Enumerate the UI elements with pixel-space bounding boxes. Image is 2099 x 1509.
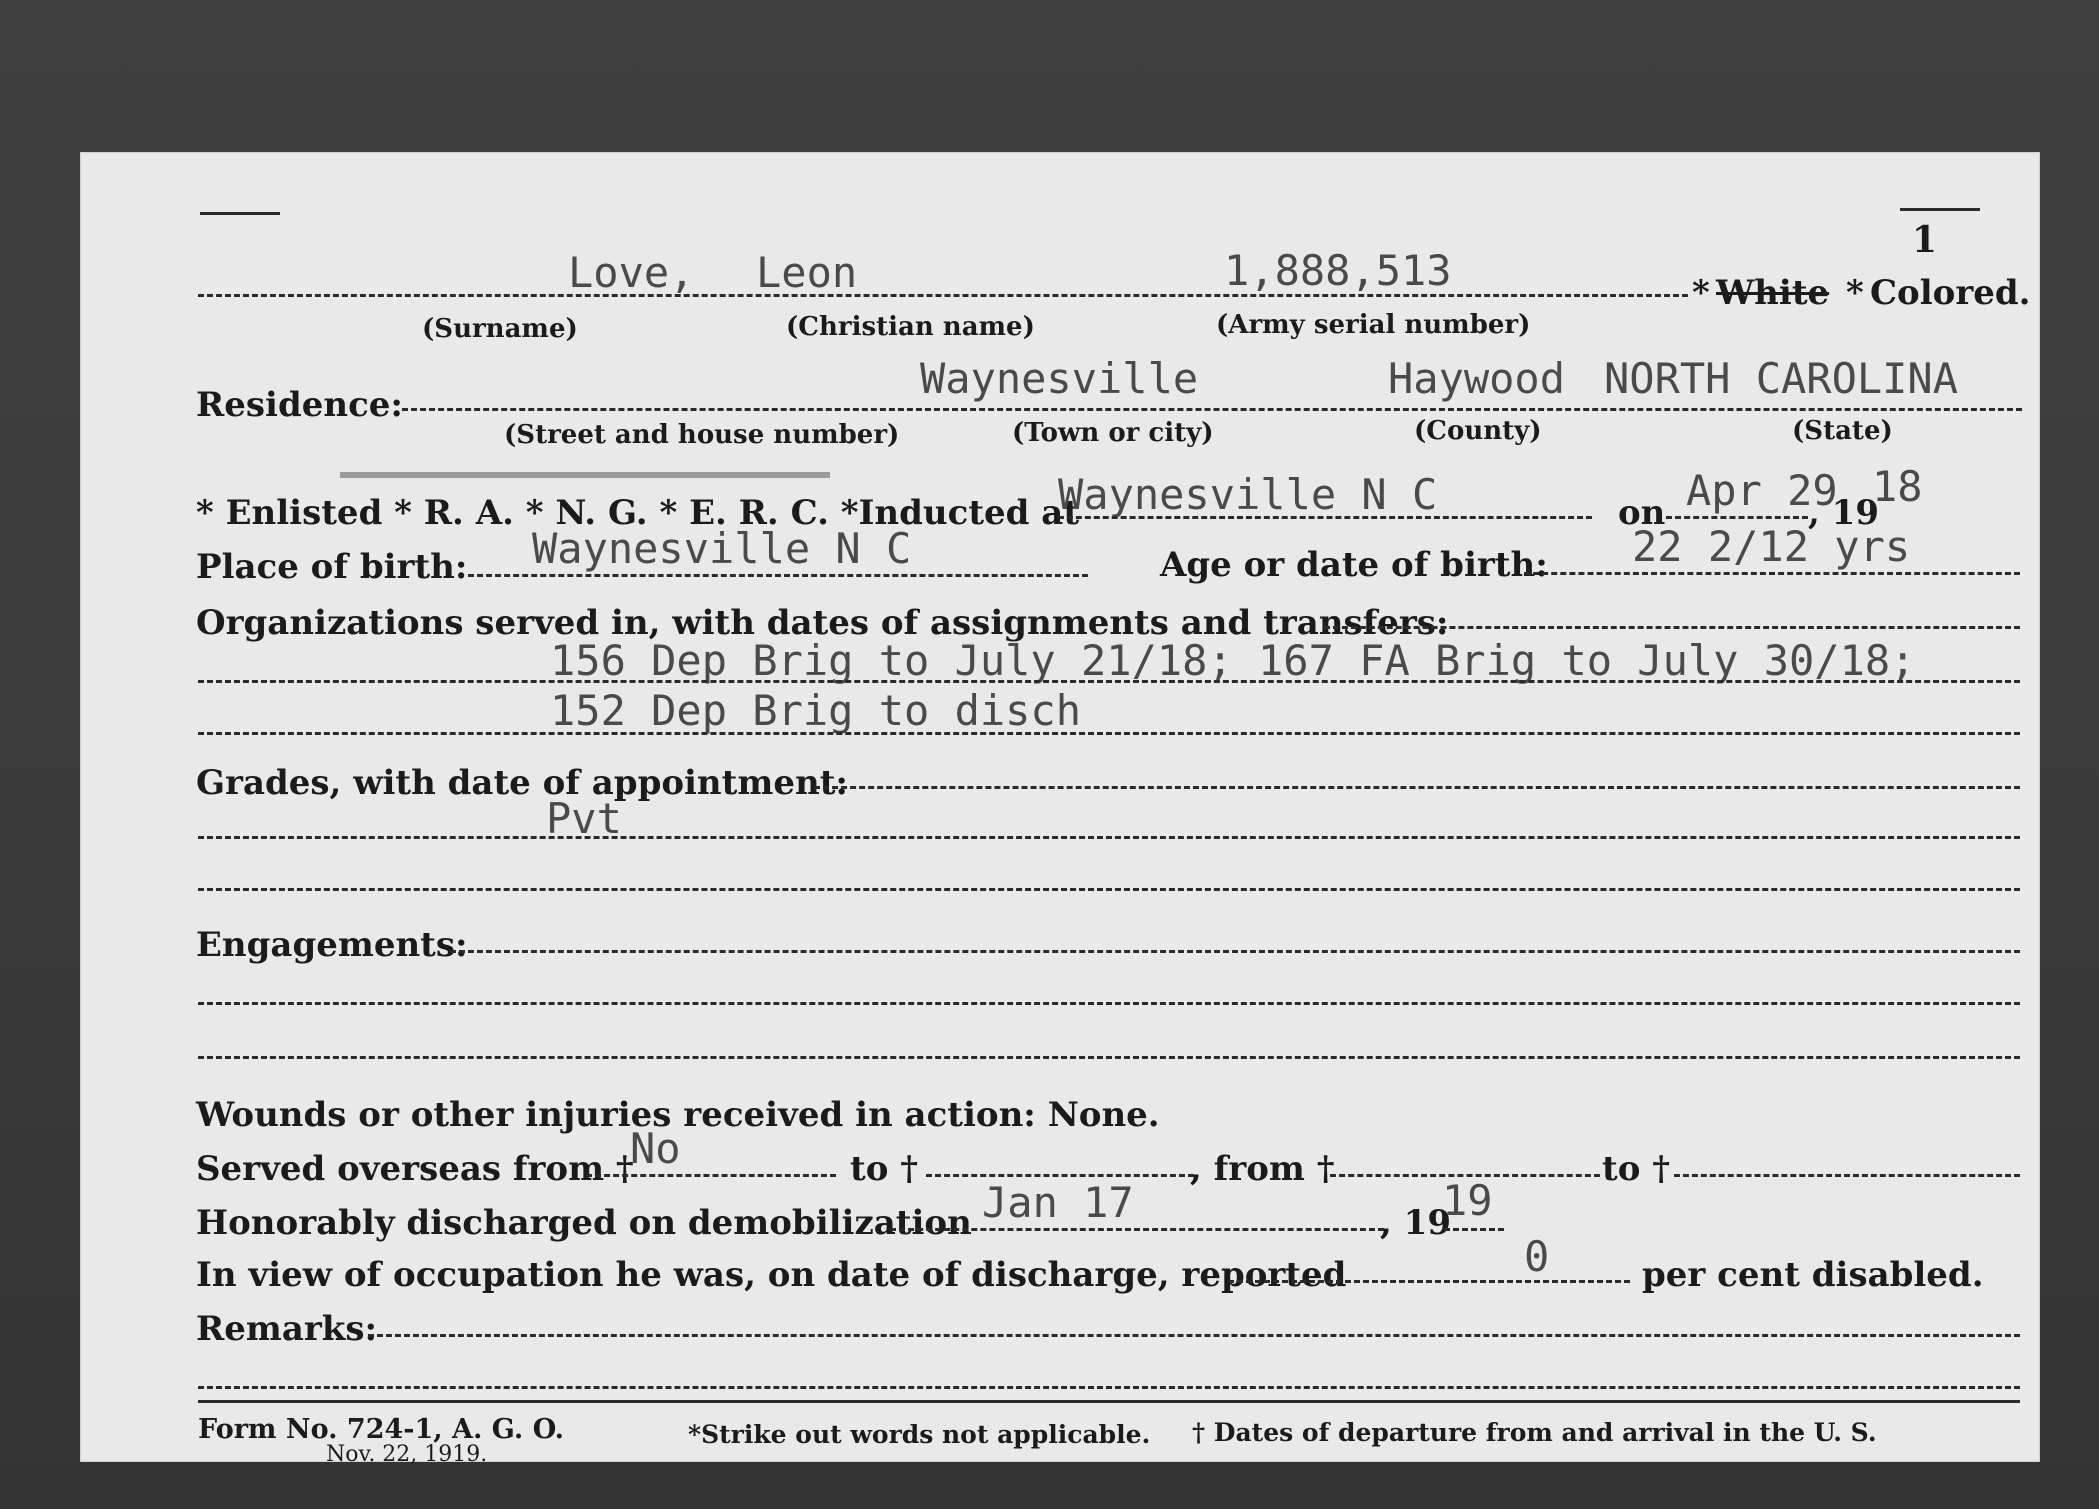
serial-number-caption: (Army serial number) [1216,310,1531,340]
residence-state-value: NORTH CAROLINA [1604,354,1959,403]
enlisted-inducted-label: * Enlisted * R. A. * N. G. * E. R. C. *Inducted at [196,493,1080,533]
overseas-to2-label: to † [1602,1149,1670,1189]
town-caption: (Town or city) [1012,418,1214,448]
disability-value: 0 [1524,1232,1550,1281]
state-caption: (State) [1792,416,1893,446]
race-colored-option: Colored. [1870,273,2031,313]
footer-rule [198,1400,2020,1403]
induction-date-line [1666,516,1808,519]
overseas-to-line [926,1174,1194,1177]
overseas-from2-label: , from † [1190,1149,1335,1189]
overseas-from-value: No [630,1124,681,1173]
induction-date-value: Apr 29 [1686,466,1838,515]
induction-year-prefix: , 19 [1808,493,1879,533]
age-value: 22 2/12 yrs [1632,522,1911,571]
remarks-label: Remarks: [196,1309,378,1349]
grades-line-2 [198,888,2020,891]
overseas-label: Served overseas from † [196,1149,634,1189]
place-of-birth-label: Place of birth: [196,547,468,587]
serial-number-value: 1,888,513 [1224,246,1452,295]
discharge-label: Honorably discharged on demobilization [196,1203,972,1243]
inducted-line [1058,516,1592,519]
discharge-date-value: Jan 17 [982,1178,1134,1227]
age-line [1524,572,2020,575]
organizations-label: Organizations served in, with dates of assignments and transfers: [196,603,1449,643]
organizations-line1-value: 156 Dep Brig to July 21/18; 167 FA Brig to July 30/18; [550,636,1916,685]
form-date: Nov. 22, 1919. [326,1442,488,1467]
age-label: Age or date of birth: [1160,545,1548,585]
grades-label: Grades, with date of appointment: [196,763,848,803]
discharge-year-prefix: , 19 [1380,1203,1451,1243]
discharge-year-value: 19 [1442,1176,1493,1225]
race-star-2: * [1846,273,1864,313]
residence-label: Residence: [196,385,403,425]
wounds-label: Wounds or other injuries received in action: None. [196,1095,1160,1135]
race-white-option: White [1716,273,1830,313]
remarks-line-0 [368,1334,2020,1337]
induction-year-value: 18 [1872,462,1923,511]
overseas-from-line [586,1174,836,1177]
top-right-rule [1900,208,1980,211]
organizations-line-1 [198,680,2020,683]
grades-line-1 [198,836,2020,839]
page-number: 1 [1912,219,1938,261]
form-number: Form No. 724-1, A. G. O. [198,1414,565,1445]
remarks-line-1 [198,1386,2020,1389]
organizations-line-2 [198,732,2020,735]
engagements-line-1 [198,1002,2020,1005]
disability-suffix: per cent disabled. [1642,1255,1984,1295]
surname-caption: (Surname) [422,314,578,344]
enlisted-strike [340,472,830,478]
organizations-line-0 [1324,626,2020,629]
residence-line [402,408,2022,411]
grades-value: Pvt [546,794,622,843]
residence-county-value: Haywood [1388,354,1566,403]
place-of-birth-value: Waynesville N C [532,524,912,573]
engagements-line-2 [198,1056,2020,1059]
engagements-line-0 [450,950,2020,953]
surname-value: Love, [568,248,695,297]
disability-label: In view of occupation he was, on date of discharge, reported [196,1255,1347,1295]
discharge-year-line [1444,1228,1504,1231]
name-line [198,294,1688,297]
service-record-card [80,152,2040,1467]
place-of-birth-line [468,574,1088,577]
overseas-to2-line [1674,1174,2020,1177]
christian-name-caption: (Christian name) [786,312,1035,342]
footnote-dates: † Dates of departure from and arrival in the U. S. [1192,1418,1877,1447]
organizations-line2-value: 152 Dep Brig to disch [550,686,1082,735]
footnote-strike-out: *Strike out words not applicable. [688,1420,1151,1449]
discharge-date-line [890,1228,1384,1231]
inducted-place-value: Waynesville N C [1058,470,1438,519]
disability-line [1228,1280,1630,1283]
race-star-1: * [1692,273,1710,313]
top-left-rule [200,212,280,215]
overseas-to-label: to † [850,1149,918,1189]
county-caption: (County) [1414,416,1542,446]
grades-line-0 [814,786,2020,789]
residence-town-value: Waynesville [920,354,1199,403]
induction-on-label: on [1618,493,1666,533]
christian-name-value: Leon [756,248,858,297]
street-caption: (Street and house number) [504,420,900,450]
engagements-label: Engagements: [196,925,468,965]
